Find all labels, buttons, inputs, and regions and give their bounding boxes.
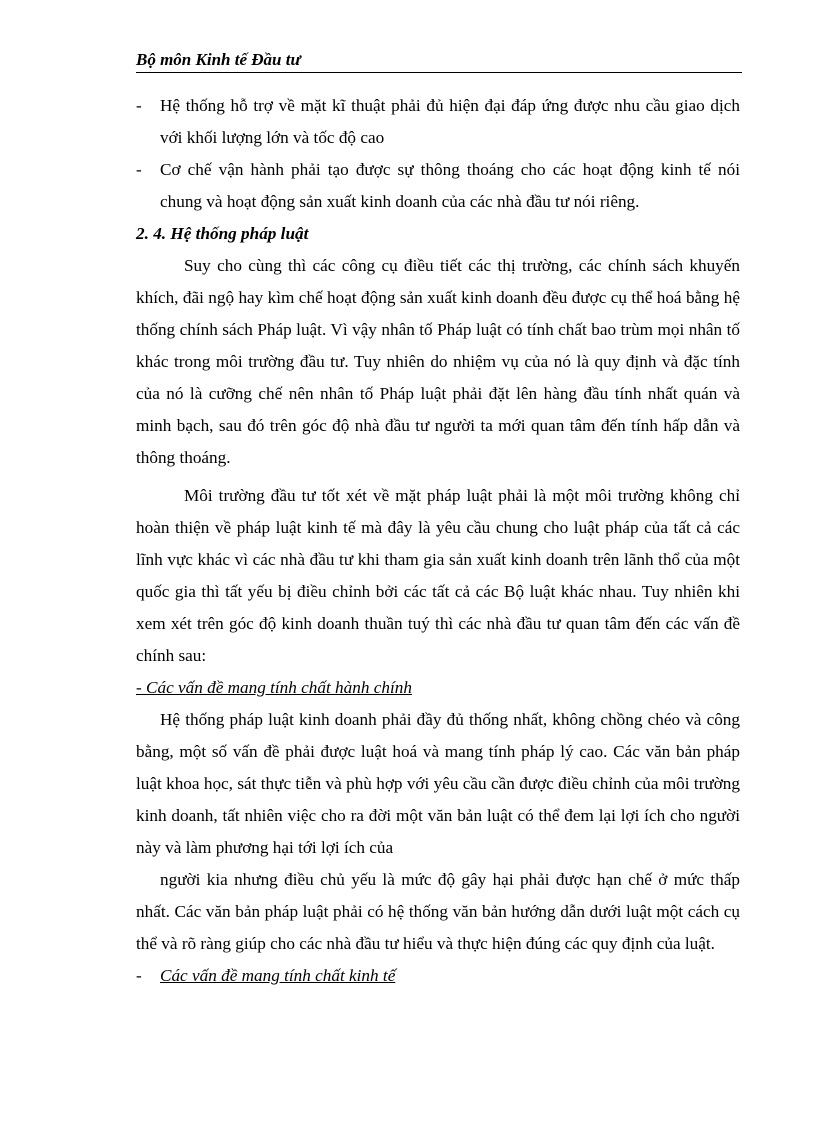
bullet-text: Cơ chế vận hành phải tạo được sự thông thoáng cho các hoạt động kinh tế nói chung và hoạt động sản xuất kinh doanh của các nhà đầu tư nói riêng. <box>160 160 740 211</box>
sub-heading: Các vấn đề mang tính chất kinh tế <box>160 966 396 985</box>
bullet-dash: - <box>136 96 142 115</box>
paragraph: Hệ thống pháp luật kinh doanh phải đầy đủ thống nhất, không chồng chéo và công bằng, một số vấn đề phải được luật hoá và mang tính pháp lý cao. Các văn bản pháp luật khoa học, sát thực tiễn và phù hợp với yêu cầu cần được điều chỉnh của môi trường kinh doanh, tất nhiên việc cho ra đời một văn bản luật có thể đem lại lợi ích cho người này và làm phương hại tới lợi ích của <box>136 710 740 857</box>
page-header <box>136 50 742 73</box>
section-heading: 2. 4. Hệ thống pháp luật <box>136 224 309 243</box>
document-body <box>136 90 740 992</box>
header-title: Bộ môn Kinh tế Đầu tư <box>136 50 301 69</box>
bullet-dash: - <box>136 966 142 985</box>
bullet-item <box>136 154 740 218</box>
bullet-text: Hệ thống hỗ trợ về mặt kĩ thuật phải đủ hiện đại đáp ứng được nhu cầu giao dịch với khối lượng lớn và tốc độ cao <box>160 96 740 147</box>
bullet-item <box>136 90 740 154</box>
paragraph: Môi trường đầu tư tốt xét về mặt pháp luật phải là một môi trường không chỉ hoàn thiện về pháp luật kinh tế mà đây là yêu cầu chung cho luật pháp của tất cả các lĩnh vực khác vì các nhà đầu tư khi tham gia sản xuất kinh doanh trên lãnh thổ của một quốc gia thì tất yếu bị điều chỉnh bởi các tất cả các Bộ luật khác nhau. Tuy nhiên khi xem xét trên góc độ kinh doanh thuần tuý thì các nhà đầu tư quan tâm đến các vấn đề chính sau: <box>136 486 740 665</box>
sub-heading-item <box>136 960 740 992</box>
bullet-dash: - <box>136 160 142 179</box>
paragraph: Suy cho cùng thì các công cụ điều tiết các thị trường, các chính sách khuyến khích, đãi ngộ hay kìm chế hoạt động sản xuất kinh doanh đều được cụ thể hoá bằng hệ thống chính sách Pháp luật. Vì vậy nhân tố Pháp luật có tính chất bao trùm mọi nhân tố khác trong môi trường đầu tư. Tuy nhiên do nhiệm vụ của nó là quy định và đặc tính của nó là cưỡng chế nên nhân tố Pháp luật phải đặt lên hàng đầu tính nhất quán và minh bạch, sau đó trên góc độ nhà đầu tư người ta mới quan tâm đến tính hấp dẫn và thông thoáng. <box>136 256 740 467</box>
sub-heading: - Các vấn đề mang tính chất hành chính <box>136 678 412 697</box>
paragraph: người kia nhưng điều chủ yếu là mức độ gây hại phải được hạn chế ở mức thấp nhất. Các văn bản pháp luật phải có hệ thống văn bản hướng dẫn dưới luật một cách cụ thể và rõ ràng giúp cho các nhà đầu tư hiểu và thực hiện đúng các quy định của luật. <box>136 870 740 953</box>
